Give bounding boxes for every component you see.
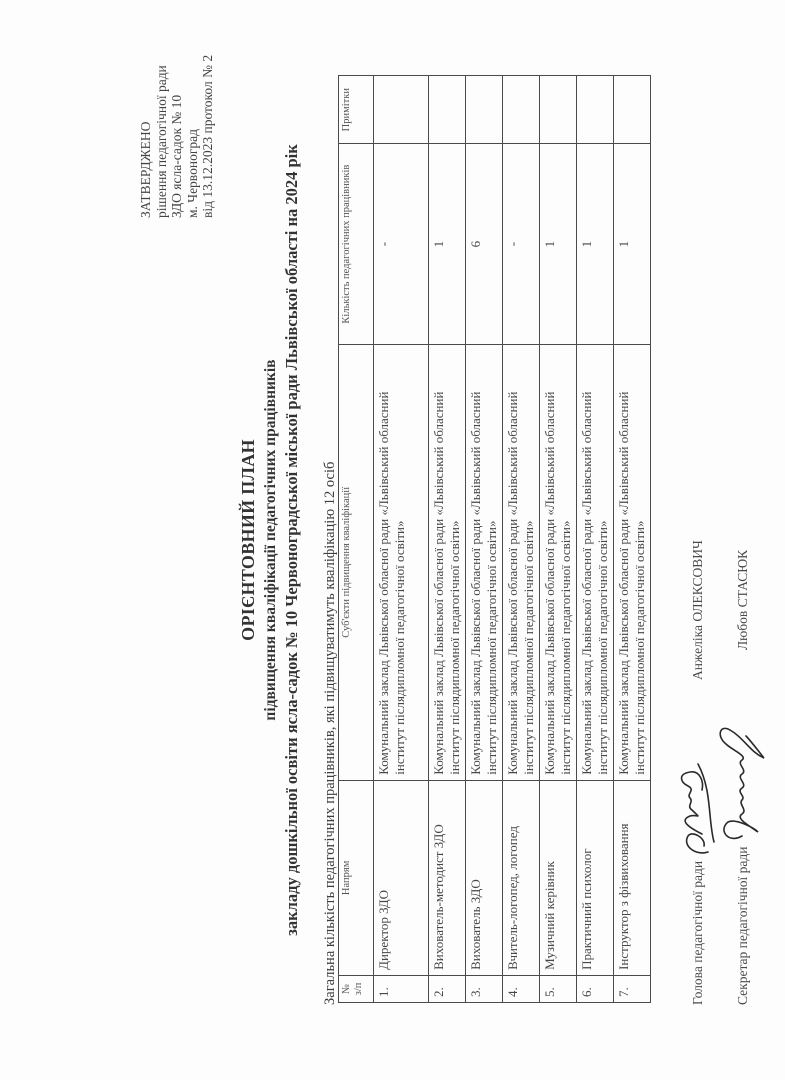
signature-row-secretary bbox=[735, 305, 755, 1005]
signature-role: Секретар педагогічної ради bbox=[735, 846, 750, 1005]
cell-subject: Комунальний заклад Львівської обласної ради «Львівський обласний інститут післядипломної педагогічної освіти» bbox=[614, 344, 651, 780]
header-direction: Напрям bbox=[339, 780, 374, 975]
total-summary: Загальна кількість педагогічних працівників, які підвищуватимуть кваліфікацію 12 осіб bbox=[322, 461, 338, 1005]
cell-subject: Комунальний заклад Львівської обласної ради «Львівський обласний інститут післядипломної педагогічної освіти» bbox=[466, 344, 503, 780]
table-row bbox=[429, 76, 466, 1003]
cell-no: 6. bbox=[577, 975, 614, 1002]
cell-no: 3. bbox=[466, 975, 503, 1002]
approval-line: ЗАТВЕРДЖЕНО bbox=[138, 121, 153, 218]
signature-name: Анжеліка ОЛЕКСОВИЧ bbox=[690, 540, 705, 680]
cell-notes bbox=[540, 76, 577, 144]
header-notes: Примітки bbox=[339, 76, 374, 144]
cell-count: 1 bbox=[429, 144, 466, 345]
cell-direction: Практичний психолог bbox=[577, 780, 614, 975]
cell-subject: Комунальний заклад Львівської обласної ради «Львівський обласний інститут післядипломної педагогічної освіти» bbox=[540, 344, 577, 780]
cell-no: 2. bbox=[429, 975, 466, 1002]
approval-line: м. Червоноград bbox=[184, 129, 200, 218]
approval-stamp-block bbox=[138, 3, 216, 218]
cell-direction: Вчитель-логопед, логопед bbox=[503, 780, 540, 975]
cell-no: 4. bbox=[503, 975, 540, 1002]
signature-row-chair bbox=[690, 305, 710, 1005]
cell-notes bbox=[466, 76, 503, 144]
cell-count: 1 bbox=[577, 144, 614, 345]
header-no: № з/п bbox=[339, 975, 374, 1002]
secretary-signature-image bbox=[706, 718, 771, 848]
cell-count: 1 bbox=[614, 144, 651, 345]
cell-subject: Комунальний заклад Львівської обласної ради «Львівський обласний інститут післядипломної педагогічної освіти» bbox=[577, 344, 614, 780]
header-count: Кількість педагогічних працівників bbox=[339, 144, 374, 345]
cell-direction: Музичний керівник bbox=[540, 780, 577, 975]
cell-subject: Комунальний заклад Львівської обласної ради «Львівський обласний інститут післядипломної педагогічної освіти» bbox=[503, 344, 540, 780]
cell-notes bbox=[577, 76, 614, 144]
cell-count: - bbox=[503, 144, 540, 345]
cell-count: 1 bbox=[540, 144, 577, 345]
cell-notes bbox=[614, 76, 651, 144]
cell-count: - bbox=[374, 144, 429, 345]
cell-notes bbox=[374, 76, 429, 144]
approval-line: від 13.12.2023 протокол № 2 bbox=[200, 54, 215, 218]
table-row bbox=[466, 76, 503, 1003]
table-row bbox=[540, 76, 577, 1003]
document-institution: закладу дошкільної освіти ясла-садок № 10 Червоноградської міської ради Львівської області на 2024 рік bbox=[282, 144, 301, 936]
document-subtitle: підвищення кваліфікації педагогічних працівників bbox=[262, 359, 279, 721]
cell-no: 1. bbox=[374, 975, 429, 1002]
cell-direction: Директор ЗДО bbox=[374, 780, 429, 975]
table-row bbox=[503, 76, 540, 1003]
cell-no: 5. bbox=[540, 975, 577, 1002]
cell-subject: Комунальний заклад Львівської обласної ради «Львівський обласний інститут післядипломної педагогічної освіти» bbox=[429, 344, 466, 780]
approval-line: ЗДО ясла-садок № 10 bbox=[169, 94, 184, 218]
header-subject: Суб'єкти підвищення кваліфікації bbox=[339, 344, 374, 780]
cell-count: 6 bbox=[466, 144, 503, 345]
cell-direction: Вихователь-методист ЗДО bbox=[429, 780, 466, 975]
signature-name: Любов СТАСЮК bbox=[735, 549, 750, 650]
document-title: ОРІЄНТОВНИЙ ПЛАН bbox=[238, 439, 258, 641]
cell-direction: Інструктор з фізвиховання bbox=[614, 780, 651, 975]
cell-direction: Вихователь ЗДО bbox=[466, 780, 503, 975]
cell-notes bbox=[503, 76, 540, 144]
table-header-row bbox=[339, 76, 374, 1003]
cell-no: 7. bbox=[614, 975, 651, 1002]
table-row bbox=[374, 76, 429, 1003]
table-row bbox=[614, 76, 651, 1003]
cell-notes bbox=[429, 76, 466, 144]
approval-line: рішення педагогічної ради bbox=[153, 65, 169, 218]
training-plan-table bbox=[338, 75, 651, 1003]
table-row bbox=[577, 76, 614, 1003]
signature-role: Голова педагогічної ради bbox=[690, 860, 705, 1005]
cell-subject: Комунальний заклад Львівської обласної ради «Львівський обласний інститут післядипломної педагогічної освіти» bbox=[374, 344, 429, 780]
